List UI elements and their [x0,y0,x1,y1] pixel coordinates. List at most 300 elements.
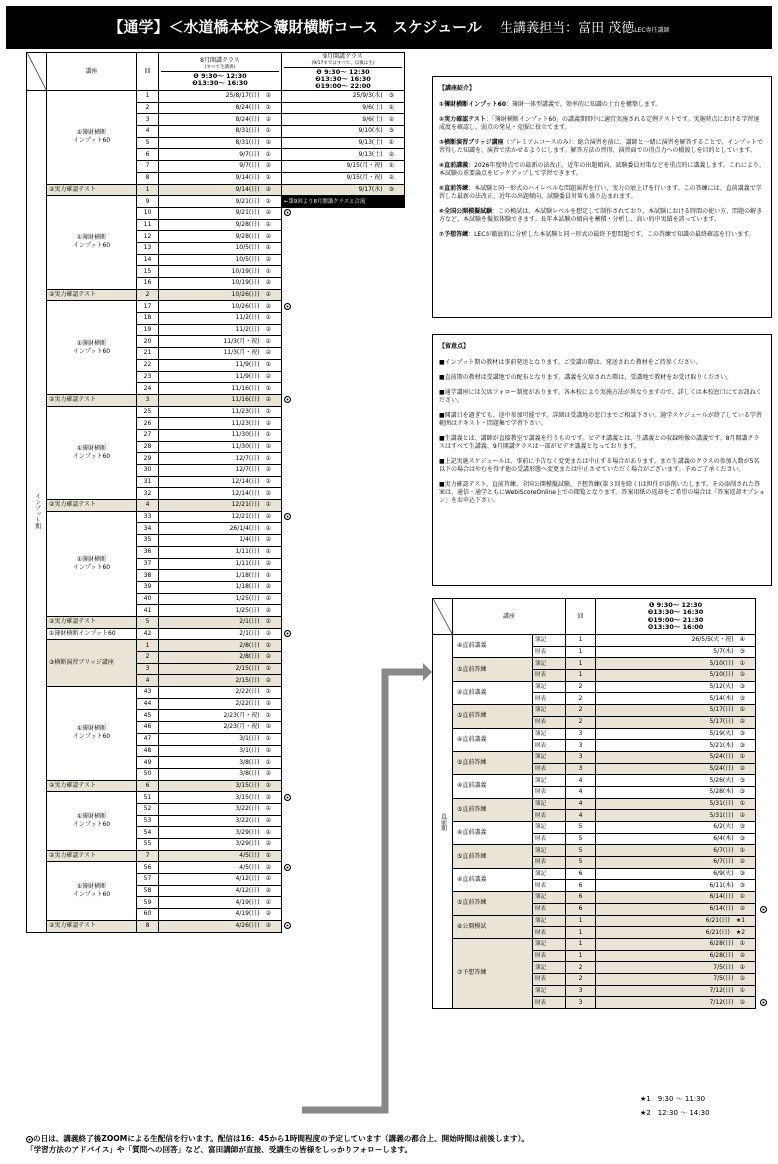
date: 5/31(日) ② [596,810,756,822]
table-row [27,640,405,652]
subject: 財表 [533,810,566,822]
course-cell: ②実力確認テスト [47,394,137,406]
session-no: 1 [566,927,596,939]
merge-note: ←第9回より8月開講クラスと合流 [282,196,405,208]
session-no: 59 [137,897,159,909]
date: 5/31(日) ① [596,798,756,810]
table-row [27,184,405,196]
date: 6/7(日) ② [596,857,756,869]
course-cell: ①簿財横断 インプット60 [47,792,137,850]
table-row [27,850,405,862]
table-row [433,892,756,904]
session-no: 1 [137,91,159,103]
subject: 簿記 [533,985,566,997]
star1-time: ★1 9:30 〜 11:30 [640,1095,706,1103]
aug-date: 9/7(日) ② [159,161,282,173]
table-row [433,775,756,787]
aug-date: 11/23(日) ① [159,406,282,418]
aug-date: 10/26(日) ② [159,301,282,313]
zoom-dot-icon [284,513,291,520]
aug-date: 10/5(日) ② [159,254,282,266]
subject: 財表 [533,740,566,752]
notes-heading: 【留意点】 [439,343,470,350]
course-cell: ⑤直前答練 [453,705,533,728]
session-no: 30 [137,465,159,477]
date: 6/28(日) ① [596,938,756,950]
zoom-dot-icon [760,906,767,913]
session-no: 3 [566,751,596,763]
session-no: 14 [137,254,159,266]
course-cell: ②実力確認テスト [47,184,137,196]
sep-date: 9/13(土) ② [282,149,405,161]
aug-date: 1/18(日) ② [159,581,282,593]
aug-date: 2/22(日) ② [159,698,282,710]
note-item: ■インプット期の教材は事前発送となります。ご受講の際は、発送された教材をご持参ください。 [439,359,702,366]
aug-date: 8/31(日) ① [159,126,282,138]
aug-date: 11/30(日) ② [159,441,282,453]
aug-date: 3/22(日) ① [159,803,282,815]
final-schedule-table [432,598,756,1009]
session-no: 4 [566,786,596,798]
corner-cell [433,599,453,635]
session-no: 19 [137,324,159,336]
session-no: 32 [137,488,159,500]
intro-item: ⑤直前答練：本試験と同一形式のハイレベルな問題演習を行い、実力の底上げを行います。この答練には、直前講義で学習した最新の法改正、近年の出題傾向、試験委員対策も盛り込まれます。 [439,185,762,200]
aug-date: 3/8(日) ① [159,757,282,769]
aug-date: 9/14(日) ① [159,172,282,184]
course-cell: ④直前講義 [453,868,533,891]
sep-date: 9/15(月・祝) ② [282,172,405,184]
subject: 簿記 [533,868,566,880]
session-no: 50 [137,768,159,780]
session-no: 23 [137,371,159,383]
aug-date: 4/26(日) ② [159,920,282,932]
table-row [27,792,405,804]
table-row [433,868,756,880]
sep-date: 9/10(水) ③ [282,126,405,138]
session-no: 6 [566,880,596,892]
subject: 簿記 [533,798,566,810]
aug-date: 3/1(日) ② [159,745,282,757]
zoom-dot-icon [284,303,291,310]
aug-date: 4/19(日) ② [159,909,282,921]
session-no: 44 [137,698,159,710]
aug-date: 4/5(日) ① [159,850,282,862]
aug-date: 1/25(日) ② [159,605,282,617]
subject: 財表 [533,763,566,775]
date: 5/21(木) ③ [596,740,756,752]
table-row [27,920,405,932]
subject: 財表 [533,997,566,1009]
session-no: 2 [137,289,159,301]
aug-date: 9/28(日) ① [159,219,282,231]
aug-date: 3/22(日) ② [159,815,282,827]
aug-date: 11/3(月・祝) ② [159,348,282,360]
course-cell: ②実力確認テスト [47,616,137,628]
session-no: 2 [566,705,596,717]
session-no: 11 [137,219,159,231]
intro-item: ④直前講義：2026年度時点での最新の法改正、近年の出題傾向、試験委員対策などを重点的に講義します。これにより、本試験の重要論点をピックアップして学習できます。 [439,162,765,177]
subject: 財表 [533,646,566,658]
table-row [27,862,405,874]
table-row [27,511,405,523]
session-no: 26 [137,418,159,430]
session-no: 12 [137,231,159,243]
date: 7/12(日) ① [596,985,756,997]
zoom-dot-icon [284,396,291,403]
sep-date: 9/17(水) ③ [282,184,405,196]
aug-date: 2/1(日) ② [159,628,282,640]
session-no: 37 [137,558,159,570]
session-no: 17 [137,301,159,313]
session-no: 13 [137,242,159,254]
aug-date: 1/11(日) ② [159,558,282,570]
table-row [433,635,756,647]
subject: 財表 [533,857,566,869]
subject: 財表 [533,716,566,728]
aug-date: 4/19(日) ① [159,897,282,909]
session-no: 27 [137,429,159,441]
session-no: 33 [137,511,159,523]
date: 6/21(日) ★1 [596,915,756,927]
table-row [433,728,756,740]
aug-date: 10/19(日) ① [159,266,282,278]
date: 5/17(日) ② [596,716,756,728]
session-no: 20 [137,336,159,348]
aug-date: 12/7(日) ① [159,453,282,465]
session-no: 6 [137,149,159,161]
course-cell: ①簿財横断 インプット60 [47,687,137,781]
course-cell: ②実力確認テスト [47,850,137,862]
table-row [27,780,405,792]
table-row [433,915,756,927]
session-no: 53 [137,815,159,827]
subject: 財表 [533,973,566,985]
session-no: 2 [137,652,159,664]
date: 5/24(日) ① [596,751,756,763]
session-no: 1 [566,915,596,927]
footer-note: の日は、講義終了後ZOOMによる生配信を行います。配信は16：45から1時間程度の予定しています（講義の都合上、開始時間は前後します）。 「学習方法のアドバイス」や「質問への回答」など、富田講師が直接、受講生の皆様をしっかりフォローします。 [26,1134,530,1154]
session-no: 2 [566,962,596,974]
aug-date: 2/15(日) ② [159,675,282,687]
date: 6/4(木) ③ [596,833,756,845]
date: 5/24(日) ② [596,763,756,775]
course-intro-box [432,76,772,318]
course-cell: ④直前講義 [453,635,533,658]
subject: 簿記 [533,728,566,740]
course-cell: ①簿財横断 インプット60 [47,301,137,395]
session-no: 22 [137,359,159,371]
course-cell: ①簿財横断 インプット60 [47,406,137,500]
course-cell: ②実力確認テスト [47,780,137,792]
session-no: 5 [566,822,596,834]
input-schedule-table [26,52,405,933]
date: 6/9(火) ③ [596,868,756,880]
course-cell: ②実力確認テスト [47,289,137,301]
session-no: 38 [137,570,159,582]
note-item: ■通学講座には欠席フォロー制度があります。各本校により実施方法が異なりますので、詳しくは本校窓口にてお訊ねください。 [439,389,762,404]
aug-date: 12/21(日) ② [159,511,282,523]
zoom-dot-icon [284,209,291,216]
intro-item: ③横断演習ブリッジ講座（プレミアムコースのみ）：総合演習を前に、講師と一緒に演習を解答することで、インプットで習得した知識を、演習で活かせるようにします。解答方法の習得、演習面での得点力への橋渡しを目的としています。 [439,139,764,154]
aug-date: 4/5(日) ② [159,862,282,874]
zoom-dot-icon [26,1136,33,1143]
class-sep-header: 9月開講クラス (9/17まではすべて、以後は生) ❶ 9:30〜 12:30 ❷13:30〜 16:30 ❸19:00〜 22:00 [282,53,405,91]
date: 6/28(日) ② [596,950,756,962]
session-no: 1 [566,938,596,950]
session-no: 4 [137,126,159,138]
subject: 簿記 [533,705,566,717]
zoom-dot-icon [760,999,767,1006]
aug-date: 11/3(月・祝) ① [159,336,282,348]
course-cell: ⑤直前答練 [453,798,533,821]
aug-date: 11/9(日) ② [159,371,282,383]
session-no: 2 [566,693,596,705]
aug-date: 3/15(日) ① [159,780,282,792]
table-row [27,406,405,418]
session-no: 4 [566,798,596,810]
subject: 簿記 [533,962,566,974]
aug-date: 8/24(日) ② [159,114,282,126]
course-cell: ①簿財横断 インプット60 [47,862,137,920]
date: 6/2(火) ③ [596,822,756,834]
course-cell: ④直前講義 [453,681,533,704]
sep-date: 9/13(土) ① [282,137,405,149]
note-item: ■上記実施スケジュールは、事前に予告なく変更または中止する場合があります。また生講義のクラスの参加人数が5名以下の場合はやむを得ず他の受講形態へ変更または中止させていただく場合がございます。予めご了承ください。 [439,458,760,473]
table-row [27,628,405,640]
session-no: 2 [566,681,596,693]
subject: 簿記 [533,822,566,834]
time-legend [640,1092,710,1120]
session-no: 6 [566,868,596,880]
col-course: 講座 [47,53,137,91]
session-no: 3 [566,997,596,1009]
table-row [433,845,756,857]
session-no: 39 [137,581,159,593]
zoom-dot-icon [284,630,291,637]
table-row [433,681,756,693]
subject: 簿記 [533,775,566,787]
table-row [433,705,756,717]
session-no: 3 [137,663,159,675]
date: 6/21(日) ★2 [596,927,756,939]
session-no: 1 [566,635,596,647]
course-cell: ⑤直前答練 [453,658,533,681]
course-cell: ①簿財横断 インプット60 [47,511,137,616]
times-header: ❶ 9:30〜 12:30 ❷13:30〜 16:30 ❸19:00〜 21:30 ❹13:30〜 16:00 [596,599,756,635]
aug-date: 1/18(日) ① [159,570,282,582]
corner-cell [27,53,47,91]
session-no: 2 [566,973,596,985]
table-row [27,301,405,313]
course-cell: ①簿財横断 インプット60 [47,196,137,290]
aug-date: 2/23(月・祝) ② [159,722,282,734]
date: 7/5(日) ② [596,973,756,985]
aug-date: 11/2(日) ② [159,324,282,336]
session-no: 56 [137,862,159,874]
session-no: 3 [566,985,596,997]
session-no: 5 [137,616,159,628]
session-no: 16 [137,278,159,290]
aug-date: 2/1(日) ① [159,616,282,628]
session-no: 4 [566,810,596,822]
table-row [27,91,405,103]
aug-date: 2/15(日) ① [159,663,282,675]
course-cell: ④直前講義 [453,822,533,845]
date: 5/7(木) ③ [596,646,756,658]
aug-date: 9/7(日) ① [159,149,282,161]
date: 6/11(木) ③ [596,880,756,892]
date: 26/5/5(火・祝) ④ [596,635,756,647]
session-no: 21 [137,348,159,360]
subject: 簿記 [533,892,566,904]
session-no: 5 [566,857,596,869]
aug-date: 11/16(日) ② [159,394,282,406]
aug-date: 1/25(日) ① [159,593,282,605]
session-no: 7 [137,161,159,173]
aug-date: 12/14(日) ① [159,476,282,488]
course-cell: ⑦予想答練 [453,938,533,1008]
aug-date: 9/28(日) ② [159,231,282,243]
session-no: 5 [137,137,159,149]
note-item: ■生講義とは、講師が直接教室で講義を行うものです。ビデオ講義とは、生講義との収録映像の講義です。8月開講クラスはすべて生講義、9月開講クラスは一部がビデオ講義となっております。 [439,435,760,450]
session-no: 45 [137,710,159,722]
session-no: 6 [566,903,596,915]
subject: 財表 [533,903,566,915]
session-no: 25 [137,406,159,418]
aug-date: 10/19(日) ② [159,278,282,290]
session-no: 1 [566,646,596,658]
subject: 簿記 [533,938,566,950]
session-no: 55 [137,839,159,851]
subject: 簿記 [533,681,566,693]
session-no: 49 [137,757,159,769]
aug-date: 12/14(日) ② [159,488,282,500]
aug-date: 1/11(日) ① [159,546,282,558]
period-label: インプット期 [27,91,47,933]
aug-date: 10/5(日) ① [159,242,282,254]
date: 7/12(日) ② [596,997,756,1009]
star2-time: ★2 12:30 〜 14:30 [640,1109,710,1117]
aug-date: 11/23(日) ② [159,418,282,430]
session-no: 7 [137,850,159,862]
session-no: 10 [137,207,159,219]
aug-date: 10/26(日) ① [159,289,282,301]
aug-date: 11/2(日) ① [159,313,282,325]
col-course: 講座 [453,599,566,635]
date: 6/14(日) ① [596,892,756,904]
subject: 財表 [533,693,566,705]
aug-date: 3/1(日) ① [159,733,282,745]
intro-item: ⑦予想答練：LECが徹底的に分析した本試験と同一形式の最終予想問題です。この答練で知識の最終確認を行います。 [439,231,755,238]
session-no: 58 [137,885,159,897]
subject: 簿記 [533,915,566,927]
table-row [433,658,756,670]
table-row [433,938,756,950]
date: 5/19(火) ③ [596,728,756,740]
course-cell: ②実力確認テスト [47,920,137,932]
subject: 簿記 [533,658,566,670]
zoom-dot-icon [284,922,291,929]
session-no: 4 [137,675,159,687]
course-cell: ①簿財横断 インプット60 [47,91,137,185]
session-no: 42 [137,628,159,640]
aug-date: 9/21(日) ② [159,207,282,219]
aug-date: 12/7(日) ② [159,465,282,477]
aug-date: 26/1/4(日) ① [159,523,282,535]
table-row [27,289,405,301]
session-no: 1 [566,658,596,670]
note-item: ■開講日を過ぎても、途中参加可能です。詳細は受講地の窓口までご相談下さい。通学スケジュールが終了している学習範囲はテキスト・問題集で学習下さい。 [439,412,762,427]
aug-date: 1/4(日) ② [159,535,282,547]
date: 6/14(日) ② [596,903,756,915]
aug-date: 2/8(日) ② [159,652,282,664]
session-no: 3 [137,394,159,406]
session-no: 1 [137,640,159,652]
session-no: 47 [137,733,159,745]
intro-item: ①簿財横断インプット60：簿財一体型講義で、効率的に知識の土台を構築します。 [439,101,662,108]
session-no: 6 [566,892,596,904]
date: 5/10(日) ② [596,670,756,682]
aug-date: 4/12(日) ① [159,874,282,886]
page-header [6,6,772,49]
session-no: 1 [137,184,159,196]
course-cell: ④直前講義 [453,728,533,751]
aug-date: 9/14(日) ② [159,184,282,196]
aug-date: 8/24(日) ① [159,102,282,114]
session-no: 4 [137,500,159,512]
date: 5/17(日) ① [596,705,756,717]
subject: 財表 [533,927,566,939]
aug-date: 11/16(日) ① [159,383,282,395]
subject: 財表 [533,833,566,845]
subject: 財表 [533,950,566,962]
aug-date: 9/21(日) ① [159,196,282,208]
intro-heading: 【講座紹介】 [439,85,476,92]
date: 5/12(火) ③ [596,681,756,693]
session-no: 3 [566,728,596,740]
course-cell: ⑥公開模試 [453,915,533,938]
table-row [27,196,405,208]
course-cell: ⑤直前答練 [453,751,533,774]
sep-date: 9/6(土) ② [282,114,405,126]
table-row [27,687,405,699]
session-no: 28 [137,441,159,453]
table-row [27,394,405,406]
course-cell: ⑤直前答練 [453,845,533,868]
session-no: 15 [137,266,159,278]
course-cell: ④直前講義 [453,775,533,798]
subject: 財表 [533,880,566,892]
session-no: 18 [137,313,159,325]
session-no: 1 [566,950,596,962]
date: 5/28(木) ③ [596,786,756,798]
date: 5/10(日) ① [596,658,756,670]
aug-date: 3/15(日) ② [159,792,282,804]
session-no: 3 [566,740,596,752]
intro-item: ②実力確認テスト：「簿財横断インプット60」の講義期間中に適宜実施される定例テストです。実施時点における学習達成度を確認し、弱点の発見・克服に役立てます。 [439,116,760,131]
session-no: 8 [137,172,159,184]
sep-date: 25/9/3(水) ③ [282,91,405,103]
subject: 簿記 [533,845,566,857]
aug-date: 11/9(日) ① [159,359,282,371]
session-no: 60 [137,909,159,921]
session-no: 51 [137,792,159,804]
session-no: 35 [137,535,159,547]
table-row [27,500,405,512]
course-cell: ②実力確認テスト [47,500,137,512]
table-row [433,822,756,834]
